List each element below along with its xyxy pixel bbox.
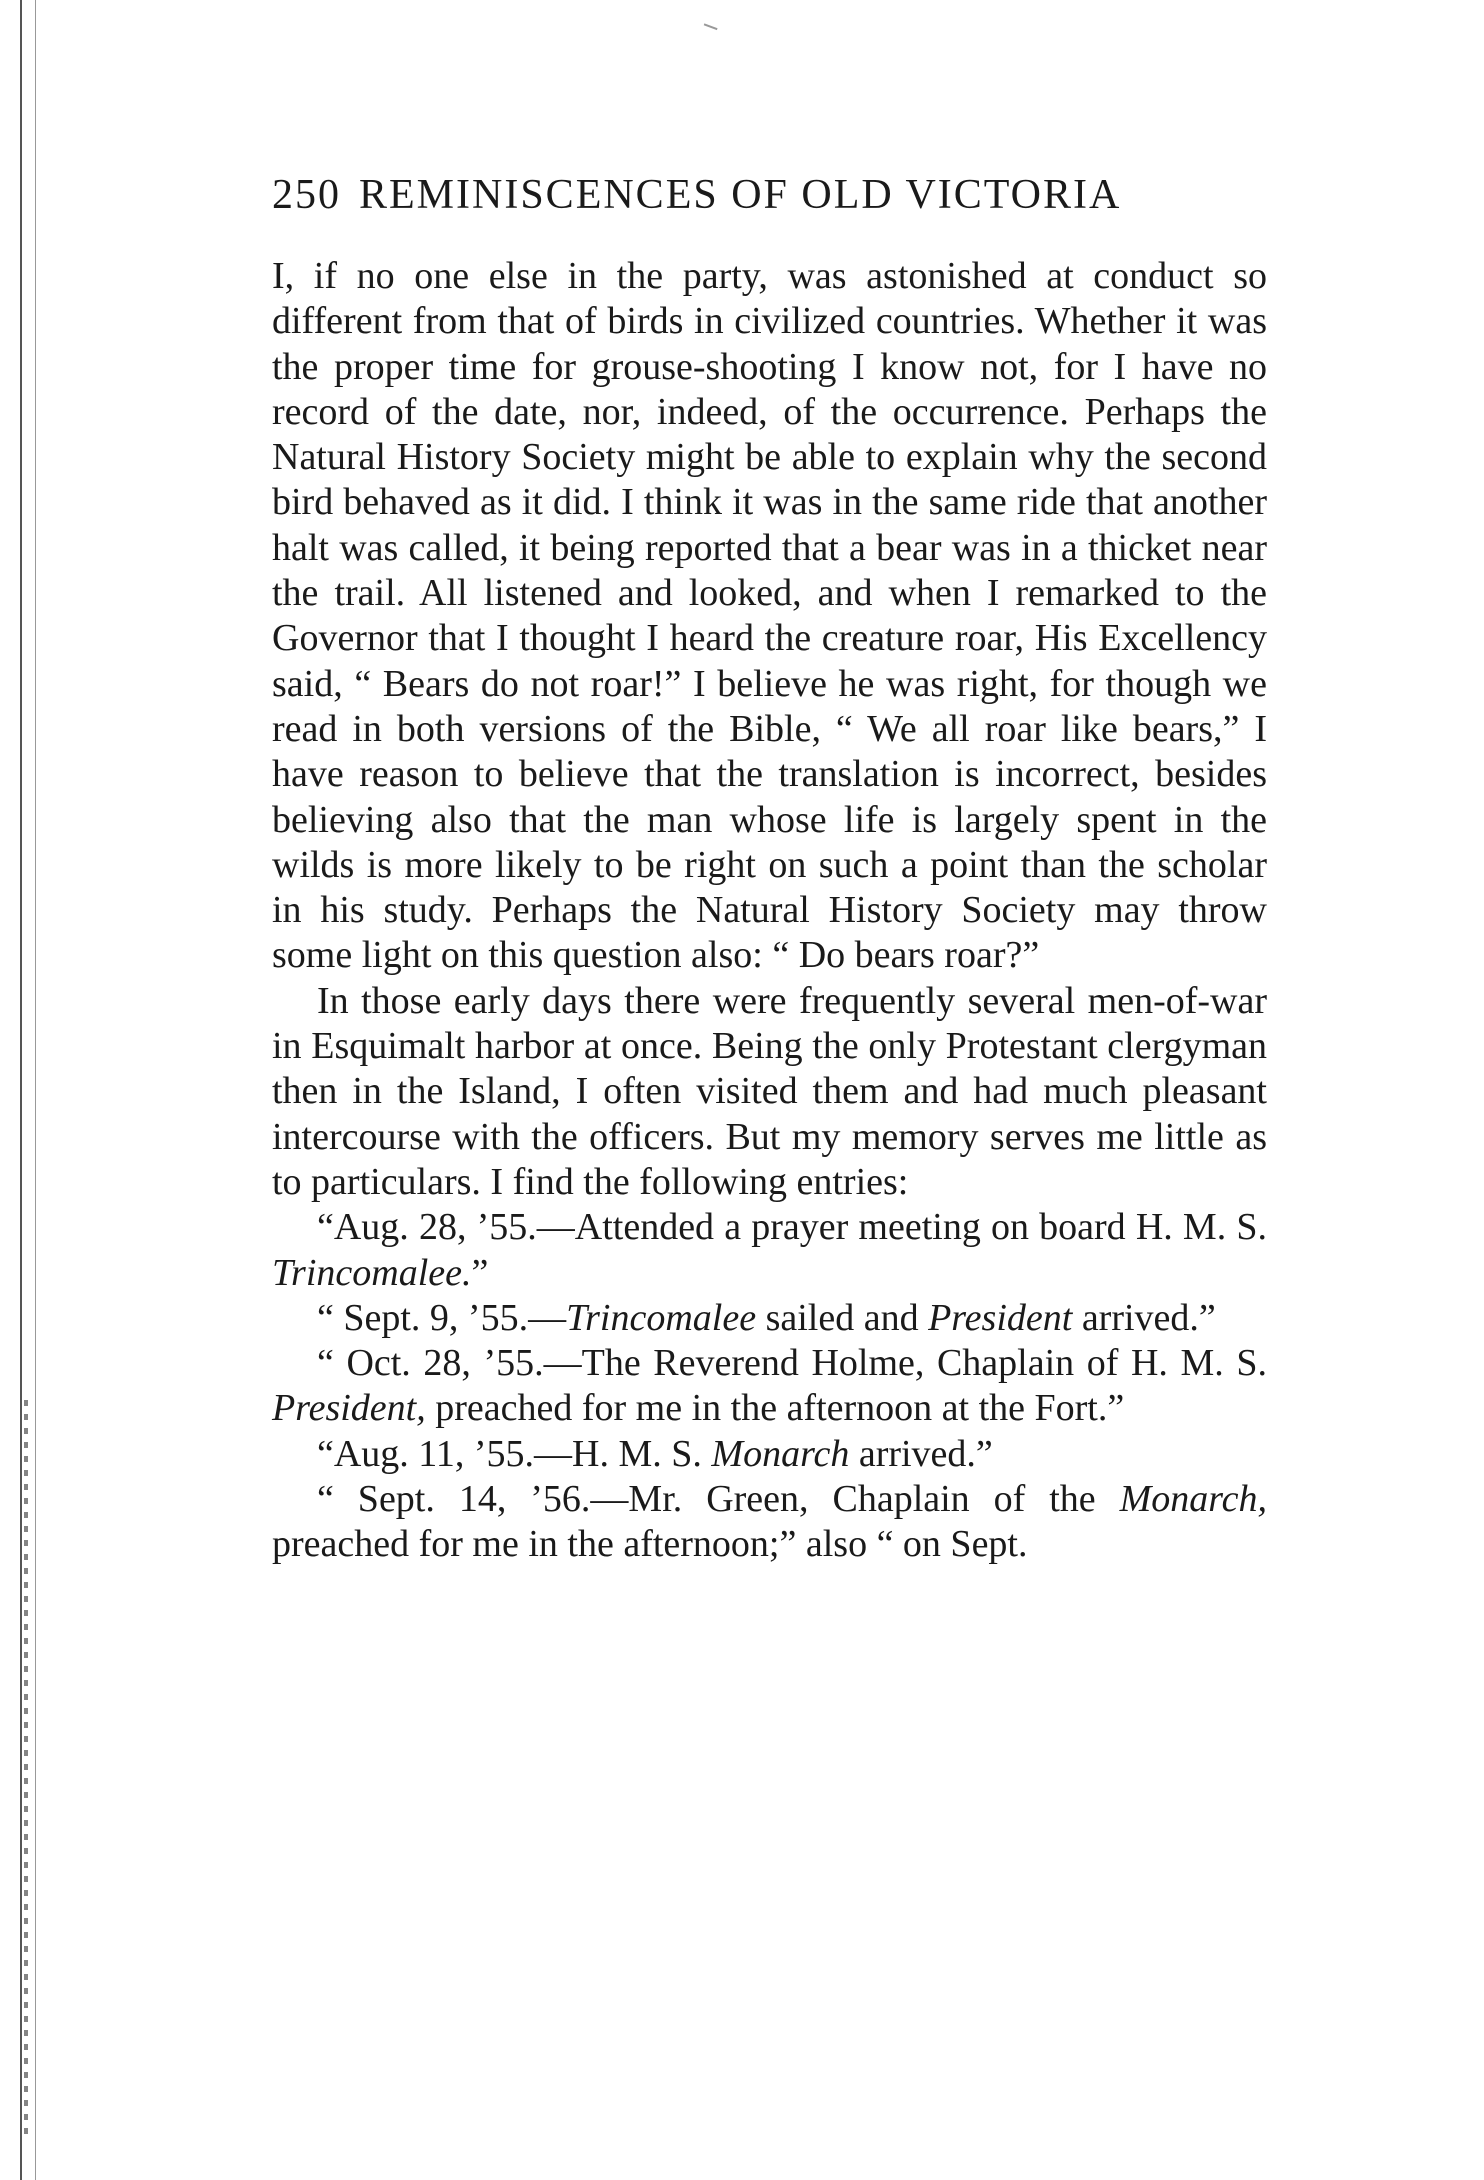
diary-entry-sept-9: [272, 1296, 1267, 1341]
entry-text: arrived.”: [1072, 1296, 1216, 1339]
entry-text: “Aug. 28, ’55.—Attended a prayer meeting on board H. M. S.: [317, 1206, 1267, 1249]
diary-entry-oct-28: [272, 1341, 1267, 1432]
entry-text: “ Oct. 28, ’55.—The Reverend Holme, Chaplain of H. M. S.: [317, 1342, 1267, 1385]
entry-text: “Aug. 11, ’55.—H. M. S.: [317, 1432, 712, 1475]
ship-name-italic: President: [928, 1296, 1073, 1339]
ship-name-italic: President,: [272, 1387, 426, 1430]
ship-name-italic: Trincomalee.: [272, 1251, 472, 1294]
page-spine-edge: [20, 0, 36, 2180]
entry-text: sailed and: [756, 1296, 929, 1339]
entry-text: preached for me in the afternoon at the Fort.”: [425, 1387, 1125, 1430]
page-number: 250: [272, 172, 341, 218]
book-page: [272, 170, 1267, 1568]
running-head: [272, 170, 1267, 220]
ship-name-italic: Monarch,: [1119, 1478, 1267, 1521]
entry-text: “ Sept. 14, ’56.—Mr. Green, Chaplain of the: [317, 1478, 1120, 1521]
diary-entry-sept-14: [272, 1477, 1267, 1568]
scan-artifact-mark: [704, 16, 721, 30]
entry-text: preached for me in the afternoon;” also “ on Sept.: [272, 1523, 1028, 1566]
paragraph-men-of-war: In those early days there were frequently several men-of-war in Esquimalt harbor at once. Being the only Protestant clergyman then in the Island, I often visited them and had much pleasant intercourse with the officers. But my memory serves me little as to particulars. I find the following entries:: [272, 979, 1267, 1203]
ship-name-italic: Monarch: [711, 1432, 850, 1475]
entry-text: arrived.”: [849, 1432, 993, 1475]
ship-name-italic: Trincomalee: [566, 1296, 757, 1339]
diary-entry-aug-28: [272, 1205, 1267, 1296]
paragraph-grouse-bear: I, if no one else in the party, was astonished at conduct so different from that of birds in civilized countries. Whether it was the proper time for grouse-shooting I know not, for I have no record of the date, nor, indeed, of the occurrence. Perhaps the Natural History Society might be able to explain why the second bird behaved as it did. I think it was in the same ride that another halt was called, it being reported that a bear was in a thicket near the trail. All listened and looked, and when I remarked to the Governor that I thought I heard the creature roar, His Excellency said, “ Bears do not roar!” I believe he was right, for though we read in both versions of the Bible, “ We all roar like bears,” I have reason to believe that the translation is incorrect, besides believing also that the man whose life is largely spent in the wilds is more likely to be right on such a point than the scholar in his study. Perhaps the Natural History Society may throw some light on this question also: “ Do bears roar?”: [272, 255, 1267, 977]
binding-marks: [24, 1400, 28, 2140]
running-title: REMINISCENCES OF OLD VICTORIA: [359, 172, 1122, 218]
entry-text: “ Sept. 9, ’55.—: [317, 1296, 567, 1339]
entry-text: ”: [471, 1251, 489, 1294]
diary-entry-aug-11: [272, 1432, 1267, 1477]
